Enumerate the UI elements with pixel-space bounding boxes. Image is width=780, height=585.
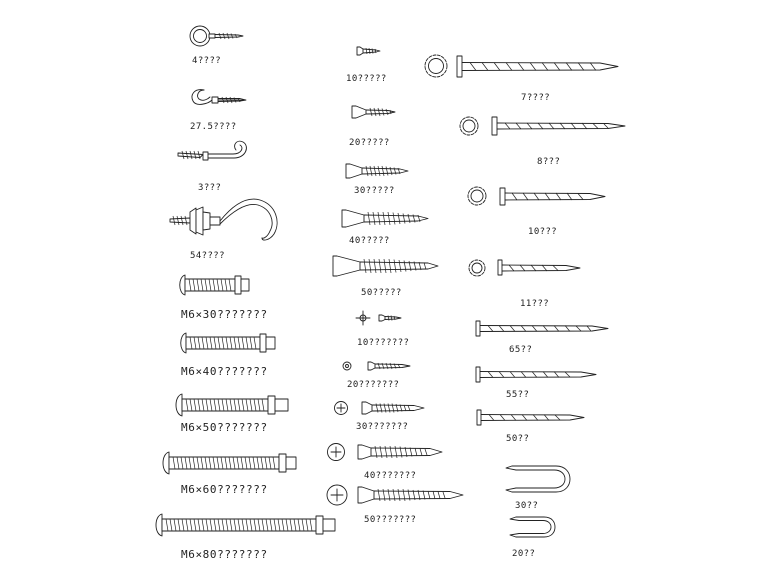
- bolt-m6x50-label: M6×50???????: [181, 421, 268, 434]
- flat-screw-10-label: 10?????: [346, 74, 387, 84]
- staple-20-label: 20??: [512, 549, 536, 559]
- bolt-m6x80-figure: [156, 514, 335, 536]
- flat-screw-50-label: 50?????: [361, 288, 402, 298]
- spiral-nail-65-figure: [476, 321, 608, 336]
- cross-screw-30-label: 30???????: [356, 422, 409, 432]
- bolt-m6x60-label: M6×60???????: [181, 483, 268, 496]
- cross-screw-10-figure: [356, 311, 401, 325]
- rosette-nail-8-label: 8???: [537, 157, 561, 167]
- open-eye-screw-figure: [192, 90, 246, 105]
- cup-hook-small-figure: [178, 141, 246, 160]
- cup-hook-small-label: 3???: [198, 183, 222, 193]
- bolt-m6x30-label: M6×30???????: [181, 308, 268, 321]
- rosette-nail-10-label: 10???: [528, 227, 558, 237]
- cross-screw-30-figure: [335, 402, 425, 415]
- rosette-nail-7-label: 7????: [521, 93, 551, 103]
- bolt-m6x40-figure: [181, 333, 275, 353]
- eye-screw-figure: [190, 26, 243, 46]
- flat-screw-30-figure: [346, 164, 408, 178]
- flat-screw-40-label: 40?????: [349, 236, 390, 246]
- cross-screw-40-label: 40???????: [364, 471, 417, 481]
- bolt-m6x40-label: M6×40???????: [181, 365, 268, 378]
- open-eye-screw-label: 27.5????: [190, 122, 237, 132]
- spiral-nail-50-figure: [477, 410, 584, 425]
- bolt-m6x80-label: M6×80???????: [181, 548, 268, 561]
- flat-screw-40-figure: [342, 210, 428, 227]
- bolt-m6x30-figure: [180, 275, 249, 295]
- rosette-nail-11-figure: [469, 260, 580, 276]
- cross-screw-40-figure: [328, 444, 443, 461]
- spiral-nail-65-label: 65??: [509, 345, 533, 355]
- spiral-nail-55-figure: [476, 367, 596, 382]
- cup-hook-large-label: 54????: [190, 251, 225, 261]
- cross-screw-50-label: 50???????: [364, 515, 417, 525]
- flat-screw-20-label: 20?????: [349, 138, 390, 148]
- rosette-nail-11-label: 11???: [520, 299, 550, 309]
- rosette-nail-10-figure: [468, 187, 605, 205]
- cross-screw-10-label: 10???????: [357, 338, 410, 348]
- spiral-nail-50-label: 50??: [506, 434, 530, 444]
- flat-screw-20-figure: [352, 106, 395, 118]
- bolt-m6x50-figure: [176, 394, 288, 416]
- cross-screw-20-label: 20???????: [347, 380, 400, 390]
- bolt-m6x60-figure: [163, 452, 296, 474]
- cross-screw-50-figure: [327, 485, 463, 505]
- flat-screw-10-figure: [357, 47, 380, 55]
- cup-hook-large-figure: [170, 199, 277, 240]
- staple-30-figure: [506, 466, 570, 492]
- rosette-nail-7-figure: [425, 55, 618, 77]
- flat-screw-50-figure: [333, 256, 438, 276]
- spiral-nail-55-label: 55??: [506, 390, 530, 400]
- eye-screw-label: 4????: [192, 56, 222, 66]
- staple-30-label: 30??: [515, 501, 539, 511]
- cross-screw-20-figure: [343, 362, 410, 370]
- flat-screw-30-label: 30?????: [354, 186, 395, 196]
- rosette-nail-8-figure: [460, 117, 625, 135]
- staple-20-figure: [510, 517, 555, 537]
